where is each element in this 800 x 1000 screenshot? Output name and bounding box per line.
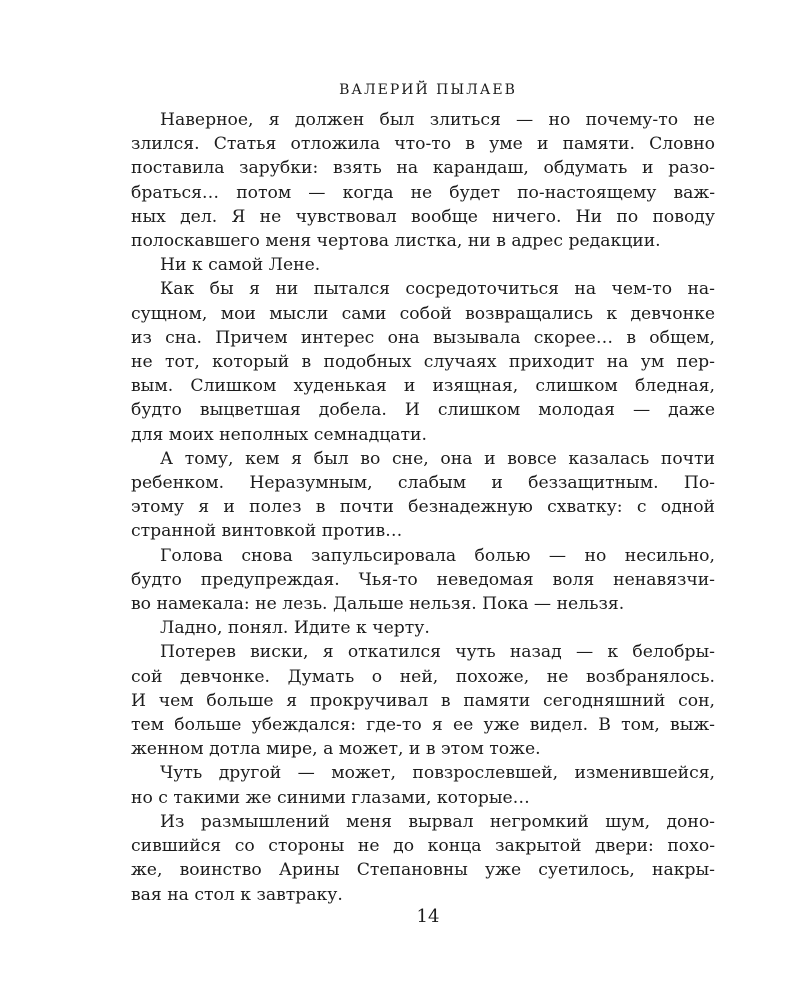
text-line: странной винтовкой против… <box>131 521 403 542</box>
text-line: Потерев виски, я откатился чуть назад — к белобры- <box>160 642 715 663</box>
text-line: сившийся со стороны не до конца закрытой двери: похо- <box>131 836 715 857</box>
text-line: Из размышлений меня вырвал негромкий шум, доно- <box>160 811 715 832</box>
text-line: ных дел. Я не чувствовал вообще ничего. Ни по поводу <box>131 206 715 227</box>
body-text <box>131 108 715 907</box>
text-line: для моих неполных семнадцати. <box>131 424 427 445</box>
text-line: поставила зарубки: взять на карандаш, обдумать и разо- <box>131 158 715 179</box>
text-line: но с такими же синими глазами, которые… <box>131 787 530 808</box>
text-line: злился. Статья отложила что-то в уме и памяти. Словно <box>131 134 715 155</box>
text-line: Голова снова запульсировала болью — но несильно, <box>160 545 715 566</box>
text-line: этому я и полез в почти безнадежную схватку: с одной <box>131 497 715 518</box>
text-line: полоскавшего меня чертова листка, ни в адрес редакции. <box>131 231 661 252</box>
text-line: Наверное, я должен был злиться — но почему-то не <box>160 110 715 130</box>
text-line: женном дотла мире, а может, и в этом тоже. <box>131 739 541 760</box>
text-line: ребенком. Неразумным, слабым и беззащитным. По- <box>131 473 715 494</box>
text-line: сой девчонке. Думать о ней, похоже, не возбранялось. <box>131 666 715 687</box>
text-line: тем больше убеждался: где-то я ее уже видел. В том, выж- <box>131 715 715 736</box>
text-line: Чуть другой — может, повзрослевшей, изменившейся, <box>160 763 715 784</box>
text-line: Как бы я ни пытался сосредоточиться на чем-то на- <box>160 279 715 300</box>
text-line: Ладно, понял. Идите к черту. <box>160 618 430 639</box>
text-line: из сна. Причем интерес она вызывала скорее… в общем, <box>131 327 715 348</box>
text-line: вая на стол к завтраку. <box>131 884 343 905</box>
text-line: будто выцветшая добела. И слишком молодая — даже <box>131 400 715 421</box>
text-line: Ни к самой Лене. <box>160 255 321 276</box>
text-line: не тот, который в подобных случаях приходит на ум пер- <box>131 352 715 373</box>
text-line: И чем больше я прокручивал в памяти сегодняшний сон, <box>131 690 715 711</box>
text-line: во намекала: не лезь. Дальше нельзя. Пока — нельзя. <box>131 594 625 615</box>
text-line: вым. Слишком худенькая и изящная, слишком бледная, <box>131 376 715 397</box>
text-line: браться… потом — когда не будет по-настоящему важ- <box>131 182 715 203</box>
running-head-author: ВАЛЕРИЙ ПЫЛАЕВ <box>339 82 517 98</box>
text-line: А тому, кем я был во сне, она и вовсе казалась почти <box>160 448 715 469</box>
text-line: будто предупреждая. Чья-то неведомая воля ненавязчи- <box>131 569 715 590</box>
text-line: же, воинство Арины Степановны уже суетилось, накры- <box>131 860 715 881</box>
page-number: 14 <box>416 906 440 927</box>
book-page <box>131 80 715 940</box>
text-line: сущном, мои мысли сами собой возвращались к девчонке <box>131 303 715 324</box>
